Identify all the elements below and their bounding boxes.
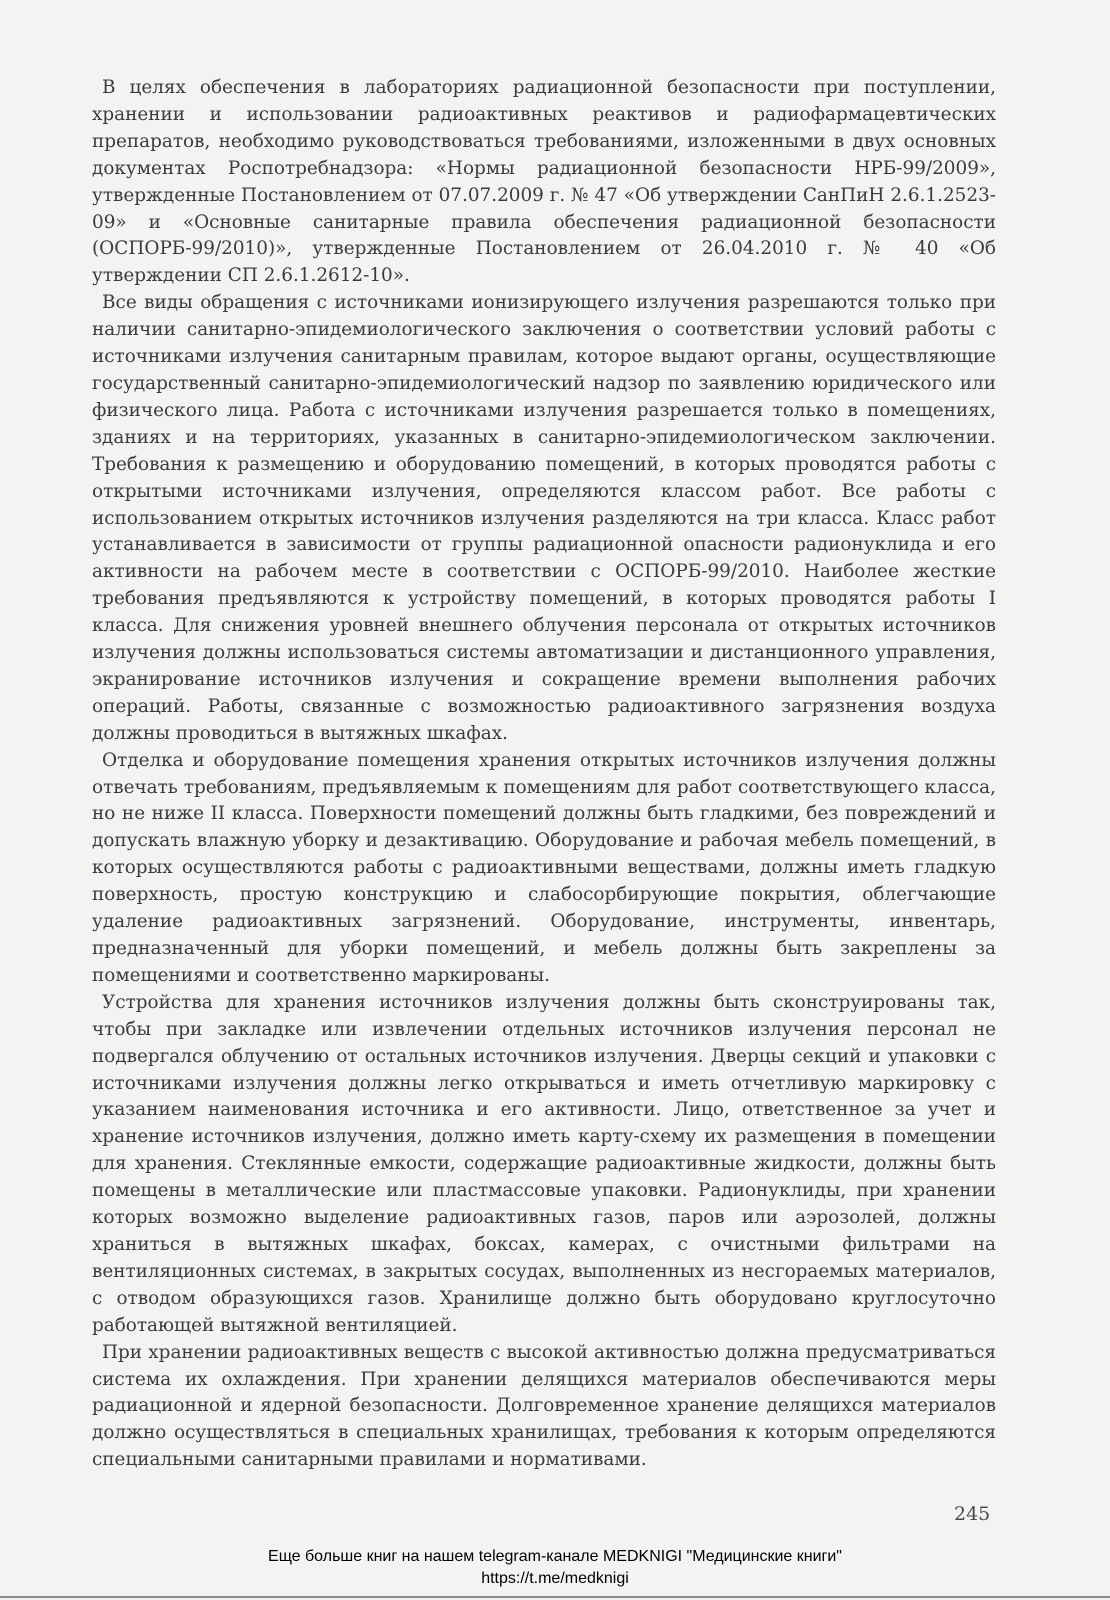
bottom-divider xyxy=(0,1596,1110,1598)
body-text xyxy=(92,75,996,1474)
paragraph-3: Отделка и оборудование помещения хранения открытых источников излучения должны отвечать требованиям, предъявляемым к помещениям для работ соответствующего класса, но не ниже II класса. Поверхности помещений должны быть гладкими, без повреждений и допускать влажную уборку и дезактивацию. Оборудование и рабочая мебель помещений, в которых осуществляются работы с радиоактивными веществами, должны иметь гладкую поверхность, простую конструкцию и слабосорбирующие покрытия, облегчающие удаление радиоактивных загрязнений. Оборудование, инструменты, инвентарь, предназначенный для уборки помещений, и мебель должны быть закреплены за помещениями и соответственно маркированы. xyxy=(92,749,996,986)
paragraph-4: Устройства для хранения источников излучения должны быть сконструированы так, чтобы при закладке или извлечении отдельных источников излучения персонал не подвергался облучению от остальных источников излучения. Дверцы секций и упаковки с источниками излучения должны легко открываться и иметь отчетливую маркировку с указанием наименования источника и его активности. Лицо, ответственное за учет и хранение источников излучения, должно иметь карту-схему их размещения в помещении для хранения. Стеклянные емкости, содержащие радиоактивные жидкости, должны быть помещены в металлические или пластмассовые упаковки. Радионуклиды, при хранении которых возможно выделение радиоактивных газов, паров или аэрозолей, должны храниться в вытяжных шкафах, боксах, камерах, с очистными фильтрами на вентиляционных системах, в закрытых сосудах, выполненных из несгораемых материалов, с отводом образующихся газов. Хранилище должно быть оборудовано круглосуточно работающей вытяжной вентиляцией. xyxy=(92,991,996,1336)
footer-promo-text: Еще больше книг на нашем telegram-канале MEDKNIGI "Медицинские книги" xyxy=(268,1548,842,1565)
paragraph-1: В целях обеспечения в лабораториях радиационной безопасности при поступлении, хранении и использовании радиоактивных реактивов и радиофармацевтических препаратов, необходимо руководствоваться требованиями, изложенными в двух основных документах Роспотребнадзора: «Нормы радиационной безопасности НРБ-99/2009», утвержденные Постановлением от 07.07.2009 г. № 47 «Об утверждении СанПиН 2.6.1.2523-09» и «Основные санитарные правила обеспечения радиационной безопасности (ОСПОРБ-99/2010)», утвержденные Постановлением от 26.04.2010 г. № 40 «Об утверждении СП 2.6.1.2612-10». xyxy=(92,77,996,287)
page-number: 245 xyxy=(954,1503,991,1525)
paragraph-5: При хранении радиоактивных веществ с высокой активностью должна предусматриваться система их охлаждения. При хранении делящихся материалов обеспечиваются меры радиационной и ядерной безопасности. Долговременное хранение делящихся материалов должно осуществляться в специальных хранилищах, требования к которым определяются специальными санитарными правилами и нормативами. xyxy=(92,1341,996,1471)
paragraph-2: Все виды обращения с источниками ионизирующего излучения разрешаются только при наличии санитарно-эпидемиологического заключения о соответствии условий работы с источниками излучения санитарным правилам, которое выдают органы, осуществляющие государственный санитарно-эпидемиологический надзор по заявлению юридического или физического лица. Работа с источниками излучения разрешается только в помещениях, зданиях и на территориях, указанных в санитарно-эпидемиологическом заключении. Требования к размещению и оборудованию помещений, в которых проводятся работы с открытыми источниками излучения, определяются классом работ. Все работы с использованием открытых источников излучения разделяются на три класса. Класс работ устанавливается в зависимости от группы радиационной опасности радионуклида и его активности на рабочем месте в соответствии с ОСПОРБ-99/2010. Наиболее жесткие требования предъявляются к устройству помещений, в которых проводятся работы I класса. Для снижения уровней внешнего облучения персонала от открытых источников излучения должны использоваться системы автоматизации и дистанционного управления, экранирование источников излучения и сокращение времени выполнения рабочих операций. Работы, связанные с возможностью радиоактивного загрязнения воздуха должны проводиться в вытяжных шкафах. xyxy=(92,292,996,744)
footer-link[interactable]: https://t.me/medknigi xyxy=(481,1570,629,1587)
